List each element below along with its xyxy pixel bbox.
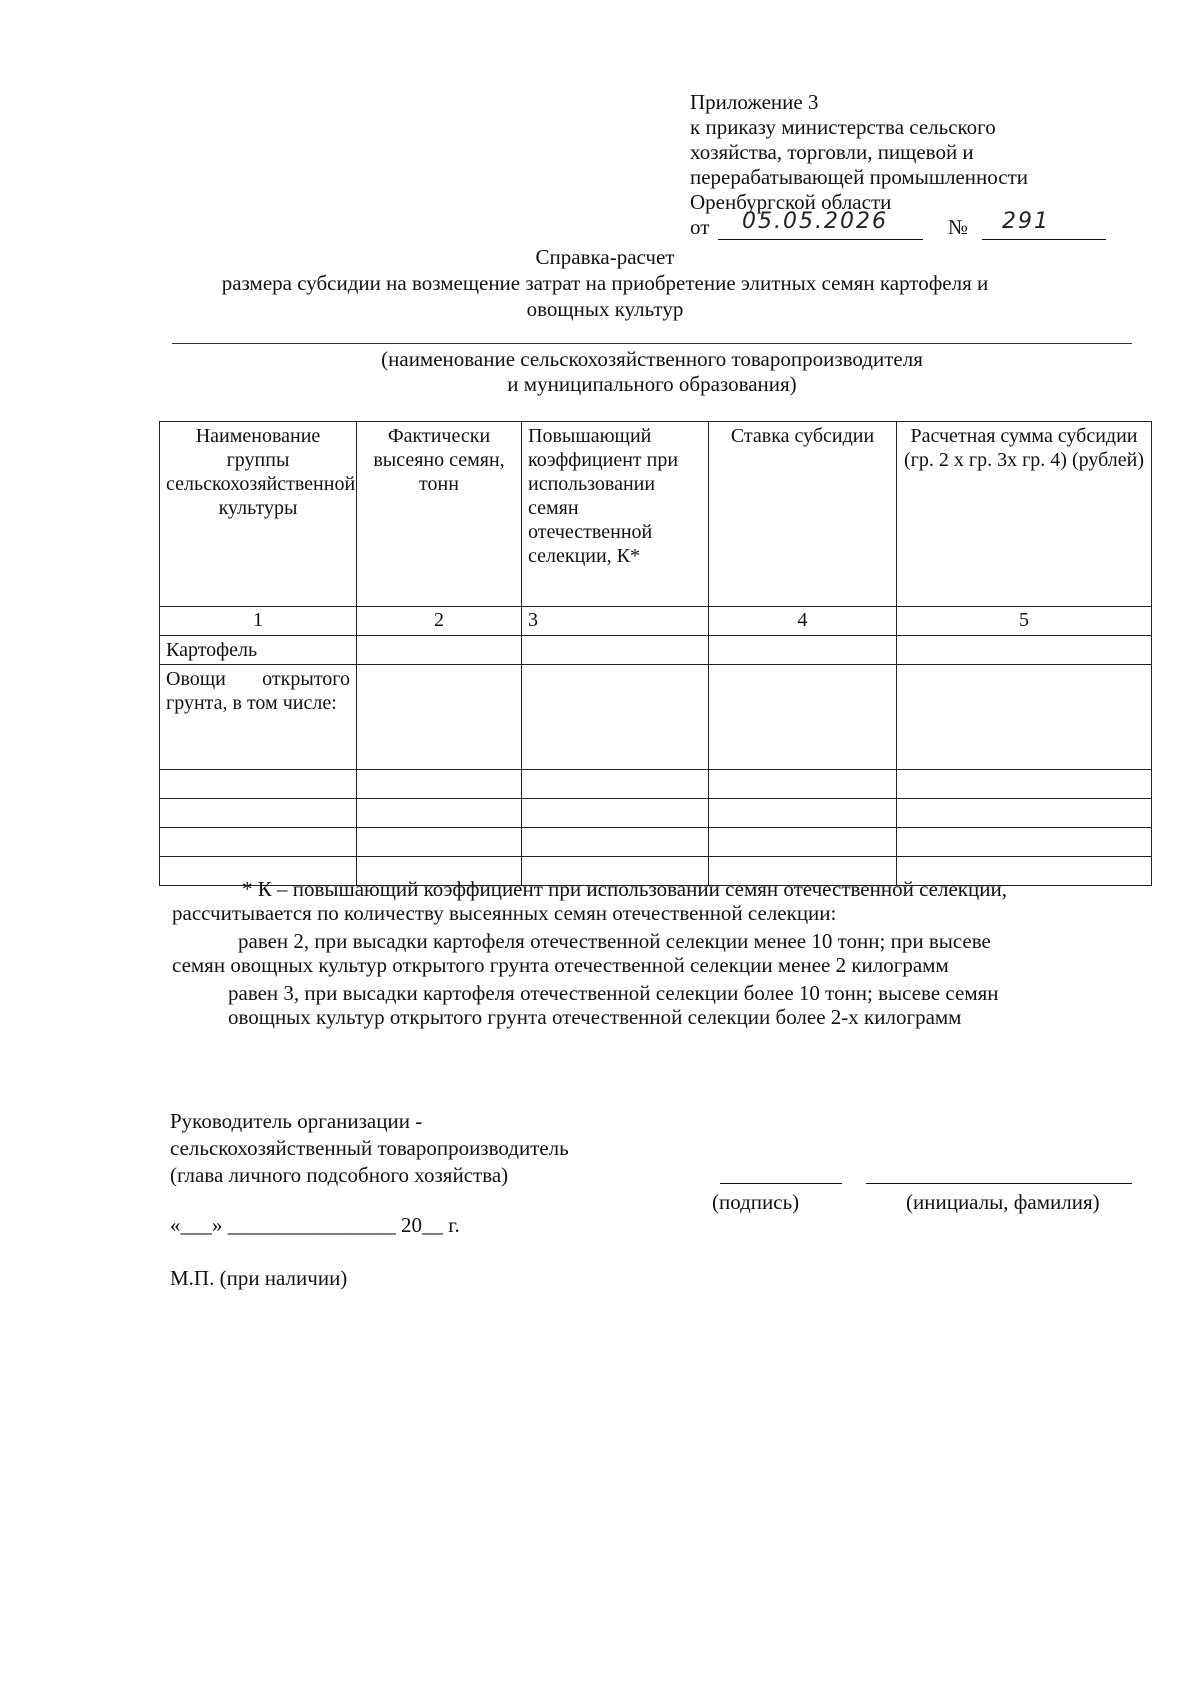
table-cell bbox=[357, 665, 522, 770]
column-number: 5 bbox=[897, 607, 1152, 636]
header-line: Оренбургской области bbox=[690, 190, 892, 214]
organization-caption-cont: и муниципального образования) bbox=[507, 372, 797, 396]
footnote-line: семян овощных культур открытого грунта отечественной селекции менее 2 килограмм bbox=[172, 953, 949, 977]
table-cell bbox=[897, 636, 1152, 665]
name-caption: (инициалы, фамилия) bbox=[906, 1190, 1100, 1214]
table-cell bbox=[709, 770, 897, 799]
signer-title: Руководитель организации - bbox=[170, 1109, 423, 1133]
table-cell bbox=[522, 770, 709, 799]
header-line: Приложение 3 bbox=[690, 90, 819, 114]
document-title: Справка-расчет bbox=[535, 245, 675, 269]
footnote-line: равен 2, при высадки картофеля отечественной селекции менее 10 тонн; при высеве bbox=[238, 929, 991, 953]
signature-line bbox=[720, 1183, 842, 1184]
table-cell bbox=[897, 665, 1152, 770]
date-underline bbox=[718, 239, 923, 240]
table-row bbox=[160, 799, 1152, 828]
footnote-line: равен 3, при высадки картофеля отечественной селекции более 10 тонн; высеве семян bbox=[228, 981, 999, 1005]
signature-caption: (подпись) bbox=[712, 1190, 800, 1214]
table-cell bbox=[897, 828, 1152, 857]
organization-name-line bbox=[172, 343, 1132, 344]
table-cell bbox=[522, 636, 709, 665]
table-row bbox=[160, 636, 1152, 665]
table-cell: Картофель bbox=[160, 636, 357, 665]
table-cell bbox=[357, 828, 522, 857]
table-cell: Овощи открытого грунта, в том числе: bbox=[160, 665, 357, 770]
column-number: 2 bbox=[357, 607, 522, 636]
column-header: Расчетная сумма субсидии (гр. 2 х гр. 3х гр. 4) (рублей) bbox=[897, 422, 1152, 607]
number-label: № bbox=[948, 215, 969, 239]
table-cell bbox=[160, 770, 357, 799]
table-cell bbox=[709, 665, 897, 770]
footnote-line: овощных культур открытого грунта отечественной селекции более 2-х килограмм bbox=[228, 1005, 962, 1029]
document-subtitle-cont: овощных культур bbox=[526, 297, 684, 321]
table-cell bbox=[357, 636, 522, 665]
column-number: 3 bbox=[522, 607, 709, 636]
table-cell bbox=[522, 799, 709, 828]
order-date-number-row bbox=[690, 209, 1130, 243]
table-cell bbox=[357, 770, 522, 799]
table-cell bbox=[160, 799, 357, 828]
name-line bbox=[866, 1183, 1132, 1184]
table-cell bbox=[897, 799, 1152, 828]
table-header-row bbox=[160, 422, 1152, 607]
column-number: 1 bbox=[160, 607, 357, 636]
table-cell bbox=[709, 799, 897, 828]
subsidy-table bbox=[159, 421, 1152, 886]
order-date-handwritten: 05.05.2026 bbox=[742, 209, 888, 234]
table-cell bbox=[709, 828, 897, 857]
table-row bbox=[160, 665, 1152, 770]
signature-date-line: «___» ________________ 20__ г. bbox=[170, 1213, 460, 1237]
stamp-place: М.П. (при наличии) bbox=[170, 1266, 348, 1290]
column-number: 4 bbox=[709, 607, 897, 636]
column-number-row bbox=[160, 607, 1152, 636]
column-header: Повышающий коэффициент при использовании семян отечественной селекции, К* bbox=[522, 422, 709, 607]
column-header: Ставка субсидии bbox=[709, 422, 897, 607]
signer-title-cont: сельскохозяйственный товаропроизводитель bbox=[170, 1136, 569, 1160]
footnote-line: рассчитывается по количеству высеянных семян отечественной селекции: bbox=[172, 901, 837, 925]
order-number-handwritten: 291 bbox=[1002, 209, 1050, 234]
table-cell bbox=[160, 828, 357, 857]
table-cell bbox=[897, 770, 1152, 799]
document-subtitle: размера субсидии на возмещение затрат на приобретение элитных семян картофеля и bbox=[221, 271, 989, 295]
footnote-line: * К – повышающий коэффициент при использовании семян отечественной селекции, bbox=[242, 877, 1007, 901]
table-cell bbox=[357, 799, 522, 828]
from-label: от bbox=[690, 215, 710, 239]
table-cell bbox=[522, 665, 709, 770]
table-row bbox=[160, 770, 1152, 799]
column-header: Наименование группы сельскохозяйственной культуры bbox=[160, 422, 357, 607]
column-header: Фактически высеяно семян, тонн bbox=[357, 422, 522, 607]
header-line: к приказу министерства сельского bbox=[690, 115, 996, 139]
table-cell bbox=[709, 636, 897, 665]
table-row bbox=[160, 828, 1152, 857]
table-cell bbox=[522, 828, 709, 857]
organization-caption: (наименование сельскохозяйственного товаропроизводителя bbox=[381, 347, 923, 371]
header-line: перерабатывающей промышленности bbox=[690, 165, 1029, 189]
header-line: хозяйства, торговли, пищевой и bbox=[690, 140, 974, 164]
signer-title-note: (глава личного подсобного хозяйства) bbox=[170, 1163, 509, 1187]
number-underline bbox=[982, 239, 1106, 240]
appendix-header bbox=[690, 90, 1130, 243]
